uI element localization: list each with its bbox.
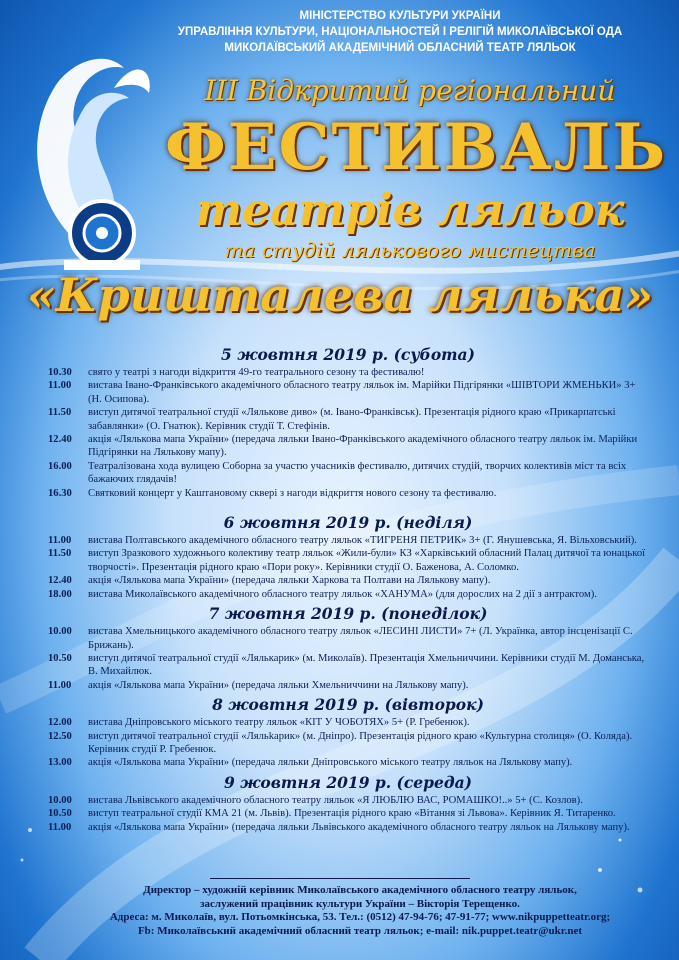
ministry-line: МІНІСТЕРСТВО КУЛЬТУРИ УКРАЇНИ bbox=[299, 10, 501, 22]
event-row bbox=[48, 652, 648, 679]
festival-subtitle: ІІІ Відкритий регіональний bbox=[204, 74, 616, 107]
event-desc: вистава Миколаївського академічного обласного театру ляльок «ХАНУМА» (для дорослих на 2 дії з антрактом). bbox=[88, 588, 597, 600]
event-time: 16.30 bbox=[48, 487, 72, 499]
event-row bbox=[48, 807, 648, 820]
event-time: 10.00 bbox=[48, 626, 72, 638]
event-row bbox=[48, 574, 648, 587]
festival-line3: театрів ляльок bbox=[195, 185, 625, 236]
event-desc: виступ дитячої театральної студії «Ляльkарик» (м. Дніпро). Презентація рідного краю «Культурна столиця» (О. Коляда). Керівник студії Р. Гребенюк. bbox=[88, 730, 633, 755]
event-desc: виступ театральної студії КМА 21 (м. Львів). Презентація рідного краю «Вітання зі Львова». Керівник Я. Титаренко. bbox=[88, 808, 616, 820]
event-time: 11.50 bbox=[48, 407, 72, 419]
festival-title: ФЕСТИВАЛЬ bbox=[165, 110, 668, 185]
day-title: 5 жовтня 2019 р. (субота) bbox=[221, 345, 475, 364]
footer-divider bbox=[210, 878, 470, 879]
event-time: 12.40 bbox=[48, 575, 72, 587]
event-desc: Театралізована хода вулицею Соборна за участю учасників фестивалю, дитячих студій, творчих колективів міст та всіх бажаючих глядачів! bbox=[88, 460, 627, 486]
day-4 bbox=[48, 696, 648, 770]
event-time: 16.00 bbox=[48, 460, 72, 472]
event-desc: акція «Лялькова мапа України» (передача ляльки Харкова та Полтави на Лялькову мапу). bbox=[88, 575, 491, 587]
event-desc: акція «Лялькова мапа України» (передача ляльки Хмельниччини на Лялькову мапу). bbox=[88, 679, 469, 691]
organizer-header bbox=[130, 8, 670, 56]
event-row bbox=[48, 460, 648, 487]
event-time: 10.30 bbox=[48, 367, 72, 378]
event-desc: акція «Лялькова мапа України» (передача ляльки Дніпровського міського театру ляльок на Лялькову мапу). bbox=[88, 757, 573, 769]
director-line: Директор – художній керівник Миколаївського академічного обласного театру ляльок, bbox=[143, 884, 577, 896]
event-row bbox=[48, 794, 648, 807]
day-3 bbox=[48, 605, 648, 692]
event-time: 11.00 bbox=[48, 535, 72, 547]
day-title: 9 жовтня 2019 р. (середа) bbox=[223, 772, 473, 792]
event-row bbox=[48, 756, 648, 769]
event-row bbox=[48, 730, 648, 757]
event-desc: вистава Івано-Франківського академічного обласного театру ляльок ім. Марійки Підгірянки «ШІВТОРИ ЖМЕНЬКИ» 3+ (Н. Осипова). bbox=[88, 380, 636, 405]
event-row bbox=[48, 716, 648, 729]
day-title: 6 жовтня 2019 р. (неділя) bbox=[223, 513, 473, 533]
day-1 bbox=[48, 346, 648, 500]
event-row bbox=[48, 625, 648, 652]
event-time: 10.50 bbox=[48, 808, 72, 820]
event-row bbox=[48, 821, 648, 834]
theatre-line: МИКОЛАЇВСЬКИЙ АКАДЕМІЧНИЙ ОБЛАСНИЙ ТЕАТР ЛЯЛЬОК bbox=[224, 42, 576, 54]
event-row bbox=[48, 487, 648, 500]
festival-logo-icon bbox=[14, 28, 164, 278]
program bbox=[48, 346, 648, 838]
event-desc: Святковий концерт у Каштановому сквері з нагоди відкриття нового сезону та фестивалю. bbox=[88, 487, 497, 499]
event-row bbox=[48, 534, 648, 547]
event-desc: виступ Зразкового художнього колективу театр ляльок «Жили-були» КЗ «Харківський обласний Палац дитячої та юнацької творчості». Презентація рідного краю «Пори року». Керівники студії О. Баженова, А. Соломко. bbox=[88, 548, 646, 573]
event-time: 18.00 bbox=[48, 588, 72, 600]
event-time: 12.50 bbox=[48, 730, 72, 742]
event-desc: свято у театрі з нагоди відкриття 49-го театрального сезону та фестивалю! bbox=[88, 367, 425, 378]
footer bbox=[70, 884, 650, 938]
festival-name: «Кришталева лялька» bbox=[26, 268, 654, 322]
event-time: 11.00 bbox=[48, 821, 72, 833]
event-time: 11.50 bbox=[48, 548, 72, 560]
event-time: 13.00 bbox=[48, 757, 72, 769]
event-desc: вистава Полтавського академічного обласного театру ляльок «ТИГРЕНЯ ПЕТРИК» 3+ (Г. Янушевська, Я. Вільховський). bbox=[88, 535, 637, 547]
director-name-line: заслужений працівник культури України – Вікторія Терещенко. bbox=[200, 897, 520, 910]
event-desc: акція «Лялькова мапа України» (передача ляльки Львівського академічного обласного театру ляльок на Лялькову мапу). bbox=[88, 821, 630, 833]
day-title: 8 жовтня 2019 р. (вівторок) bbox=[212, 695, 484, 715]
event-desc: акція «Лялькова мапа України» (передача ляльки Івано-Франківського академічного обласного театру ляльок ім. Марійки Підгірянки на Лялькову мапу). bbox=[88, 434, 638, 459]
event-desc: виступ дитячої театральної студії «Лялькарик» (м. Миколаїв). Презентація Хмельниччини. Керівники студії М. Доманська, В. Михайлюк. bbox=[88, 652, 645, 678]
contacts-line: Fb: Миколаївський академічний обласний театр ляльок; e-mail: nik.puppet.teatr@ukr.net bbox=[137, 924, 583, 937]
event-row bbox=[48, 679, 648, 692]
day-title: 7 жовтня 2019 р. (понеділок) bbox=[208, 604, 488, 624]
event-row bbox=[48, 433, 648, 460]
event-row bbox=[48, 588, 648, 601]
event-time: 11.00 bbox=[48, 679, 72, 691]
event-time: 12.00 bbox=[48, 717, 72, 729]
event-time: 12.40 bbox=[48, 434, 72, 446]
department-line: УПРАВЛІННЯ КУЛЬТУРИ, НАЦІОНАЛЬНОСТЕЙ І РЕЛІГІЙ МИКОЛАЇВСЬКОЇ ОДА bbox=[177, 26, 623, 38]
event-time: 10.00 bbox=[48, 794, 72, 806]
festival-line4: та студій лялькового мистецтва bbox=[224, 238, 596, 262]
event-row bbox=[48, 406, 648, 433]
event-time: 10.50 bbox=[48, 652, 72, 664]
event-row bbox=[48, 547, 648, 574]
day-5 bbox=[48, 774, 648, 834]
address-line: Адреса: м. Миколаїв, вул. Потьомкінська, 53. Тел.: (0512) 47-94-76; 47-91-77; www.nikpuppetteatr.org; bbox=[109, 911, 611, 923]
event-desc: виступ дитячої театральної студії «Ляльковe диво» (м. Івано-Франківськ). Презентація рідного краю «Прикарпатські забавлянки» (О. Гнатюк). Керівник студії Т. Стефінів. bbox=[88, 407, 616, 432]
event-desc: вистава Дніпровського міського театру ляльок «КІТ У ЧОБОТЯХ» 5+ (Р. Гребенюк). bbox=[88, 717, 470, 729]
event-time: 11.00 bbox=[48, 380, 72, 392]
event-row bbox=[48, 379, 648, 406]
event-desc: вистава Львівського академічного обласного театру ляльок «Я ЛЮБЛЮ ВАС, РОМАШКО!..» 5+ (С. Козлов). bbox=[88, 794, 583, 806]
day-2 bbox=[48, 514, 648, 601]
event-desc: вистава Хмельницького академічного обласного театру ляльок «ЛЕСИНІ ЛИСТИ» 7+ (Л. Українка, автор інсценізації С. Брижань). bbox=[88, 626, 633, 651]
event-row bbox=[48, 366, 648, 379]
